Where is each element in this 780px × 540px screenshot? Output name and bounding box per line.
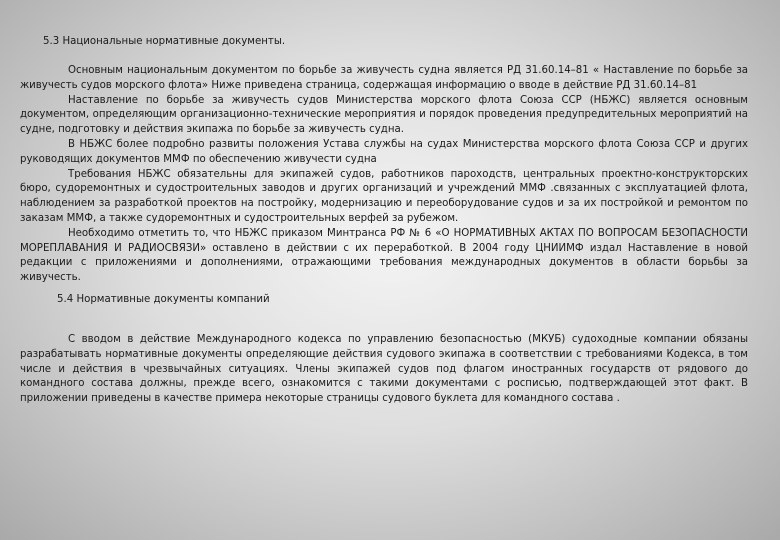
paragraph: С вводом в действие Международного кодекса по управлению безопасностью (МКУБ) судоходные компании обязаны разрабатывать нормативные документы определяющие действия судового экипажа в соответствии с требованиями Кодекса, в том числе и действия в чрезвычайных ситуациях. Члены экипажей судов под флагом иностранных государств от рядового до командного состава должны, прежде всего, ознакомится с такими документами с росписью, подтверждающей этот факт. В приложении приведены в качестве примера некоторые страницы судового буклета для командного состава .: [20, 334, 748, 405]
paragraph: Наставление по борьбе за живучесть судов Министерства морского флота Союза ССР (НБЖС) является основным документом, определяющим организационно-технические мероприятия и порядок проведения предупредительных мероприятий на судне, подготовку и действия экипажа по борьбе за живучесть судна.: [20, 94, 748, 136]
paragraph: В НБЖС более подробно развиты положения Устава службы на судах Министерства морского флота Союза ССР и других руководящих документов ММФ по обеспечению живучести судна: [20, 138, 748, 165]
paragraph: Основным национальным документом по борьбе за живучесть судна является РД 31.60.14–81 « Наставление по борьбе за живучесть судов морского флота» Ниже приведена страница, содержащая информацию о вводе в действие РД 31.60.14–81: [20, 65, 748, 91]
section-body-5-4: [20, 333, 748, 407]
section-heading-5-3: 5.3 Национальные нормативные документы.: [43, 36, 286, 47]
section-heading-5-4: 5.4 Нормативные документы компаний: [57, 294, 270, 305]
paragraph: Необходимо отметить то, что НБЖС приказом Минтранса РФ № 6 «О НОРМАТИВНЫХ АКТАХ ПО ВОПРОСАМ БЕЗОПАСНОСТИ МОРЕПЛАВАНИЯ И РАДИОСВЯЗИ» оставлено в действии с их переработкой. В 2004 году ЦНИИМФ издал Наставление в новой редакции с приложениями и дополнениями, отражающими требования международных документов в области борьбы за живучесть.: [20, 227, 748, 284]
paragraph: Требования НБЖС обязательны для экипажей судов, работников пароходств, центральных проектно-конструкторских бюро, судоремонтных и судостроительных заводов и других организаций и учреждений ММФ .связанных с эксплуатацией флота, наблюдением за разработкой проектов на постройку, модернизацию и переоборудование судов и за их постройкой и ремонтом по заказам ММФ, а также судоремонтных и судостроительных верфей за рубежом.: [20, 168, 748, 224]
section-body-5-3: [20, 64, 748, 286]
